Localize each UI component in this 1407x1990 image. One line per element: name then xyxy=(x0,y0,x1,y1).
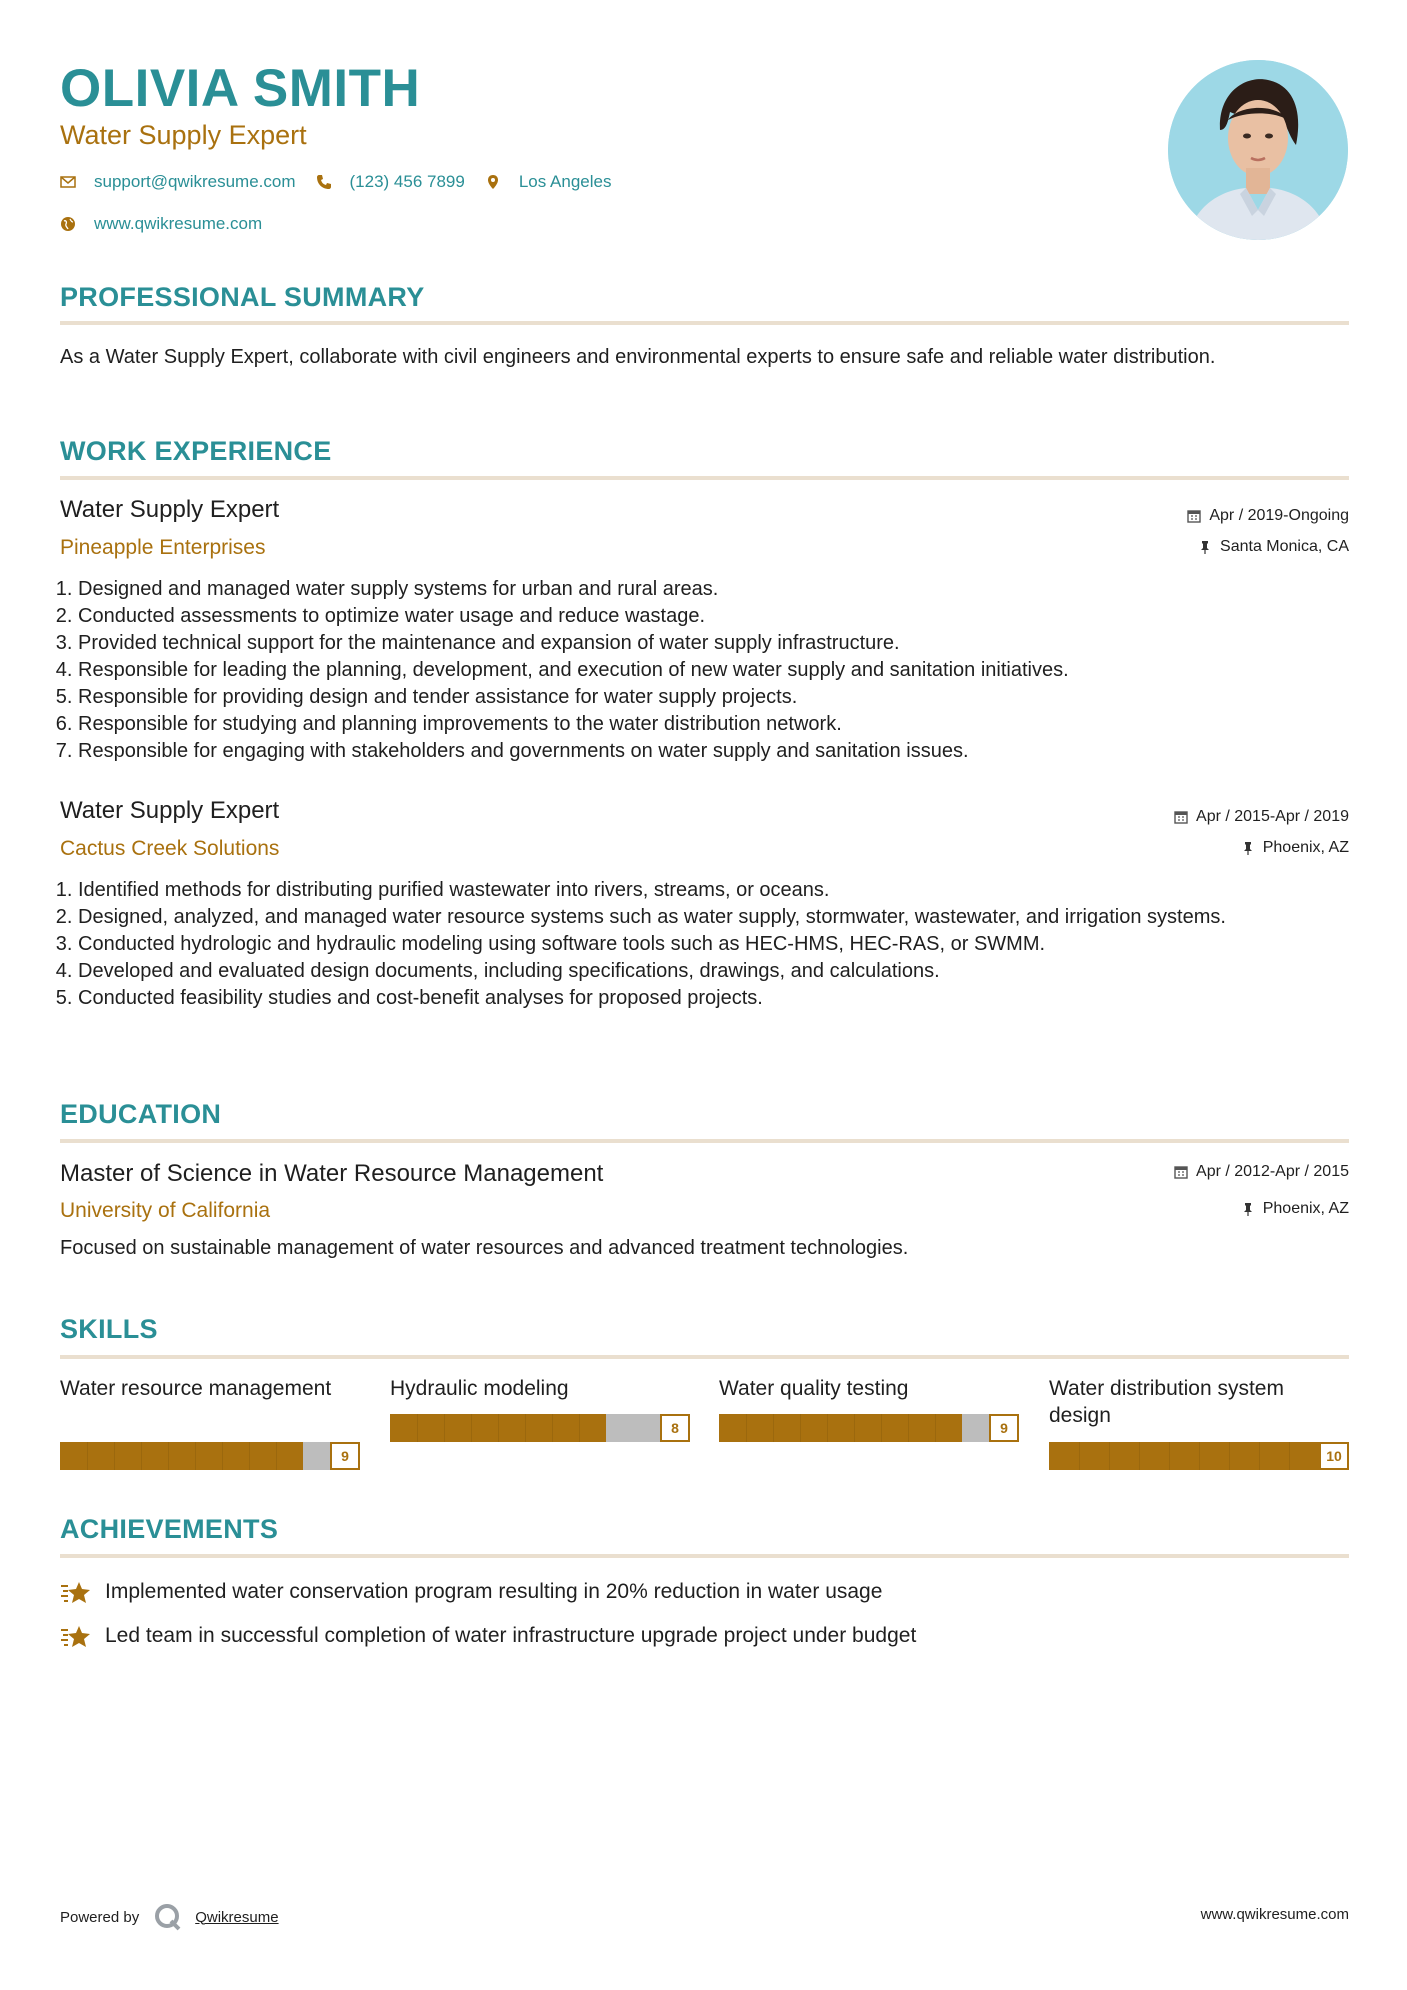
phone-text: (123) 456 7899 xyxy=(349,172,465,191)
skill-name: Water resource management xyxy=(60,1377,332,1400)
achievement-item xyxy=(60,1576,882,1608)
achievement-text: Implemented water conservation program resulting in 20% reduction in water usage xyxy=(105,1580,883,1603)
degree-title: Master of Science in Water Resource Management xyxy=(60,1160,604,1187)
skill-bar xyxy=(60,1442,360,1470)
skill-bar-segment xyxy=(1259,1442,1260,1470)
skill-bar-fill xyxy=(719,1414,962,1442)
summary-text: As a Water Supply Expert, collaborate with civil engineers and environmental experts to ensure safe and reliable water distribution. xyxy=(60,346,1216,368)
section-divider xyxy=(60,1355,1349,1359)
skill-bar-segment xyxy=(444,1414,445,1442)
qwikresume-logo-icon xyxy=(153,1902,183,1932)
shooting-star-icon xyxy=(60,1620,92,1652)
skill-bar-segment xyxy=(1139,1442,1140,1470)
skill-bar-segment xyxy=(471,1414,472,1442)
skill-bar-segment xyxy=(417,1414,418,1442)
skill-bar-segment xyxy=(1199,1442,1200,1470)
achievements-heading: ACHIEVEMENTS xyxy=(60,1514,279,1544)
list-item: 1. Designed and managed water supply systems for urban and rural areas. xyxy=(78,576,1348,603)
skill-item xyxy=(719,1375,1019,1436)
skill-bar-segment xyxy=(525,1414,526,1442)
skill-bar-segment xyxy=(1169,1442,1170,1470)
experience-heading: WORK EXPERIENCE xyxy=(60,436,332,466)
job-dates xyxy=(1174,808,1349,826)
skill-bar-segment xyxy=(1289,1442,1290,1470)
map-pin-icon xyxy=(485,174,501,190)
globe-icon xyxy=(60,216,76,232)
job-company: Cactus Creek Solutions xyxy=(60,837,280,860)
skill-bar-segment xyxy=(222,1442,223,1470)
skill-name: Water quality testing xyxy=(719,1377,909,1400)
skill-bar-segment xyxy=(276,1442,277,1470)
email-text: support@qwikresume.com xyxy=(94,172,296,191)
skill-item xyxy=(60,1375,360,1464)
contact-location xyxy=(485,172,612,192)
list-item: 3. Provided technical support for the maintenance and expansion of water supply infrastructure. xyxy=(78,630,1348,657)
job-company: Pineapple Enterprises xyxy=(60,536,266,559)
skill-score: 9 xyxy=(989,1414,1019,1442)
location-text: Los Angeles xyxy=(518,172,612,191)
contact-website[interactable] xyxy=(60,214,262,234)
education-location-text: Phoenix, AZ xyxy=(1262,1200,1349,1217)
job-location-text: Phoenix, AZ xyxy=(1262,839,1349,856)
summary-heading: PROFESSIONAL SUMMARY xyxy=(60,282,425,312)
list-item: 4. Responsible for leading the planning, development, and execution of new water supply and sanitation initiatives. xyxy=(78,657,1348,684)
skill-bar-segment xyxy=(935,1414,936,1442)
pin-icon xyxy=(1241,1202,1255,1216)
avatar-portrait xyxy=(1168,60,1348,240)
resume-page xyxy=(60,0,1349,1990)
list-item: 4. Developed and evaluated design documents, including specifications, drawings, and calculations. xyxy=(78,958,1348,985)
job-title: Water Supply Expert xyxy=(60,496,280,523)
skill-bar xyxy=(390,1414,690,1442)
skills-heading: SKILLS xyxy=(60,1314,158,1344)
education-heading: EDUCATION xyxy=(60,1099,222,1129)
candidate-title: Water Supply Expert xyxy=(60,120,307,150)
job-dates xyxy=(1187,507,1349,525)
job-dates-text: Apr / 2019-Ongoing xyxy=(1209,507,1349,524)
envelope-icon xyxy=(60,174,76,190)
skill-bar-segment xyxy=(87,1442,88,1470)
achievement-text: Led team in successful completion of water infrastructure upgrade project under budget xyxy=(105,1624,917,1647)
skill-score: 9 xyxy=(330,1442,360,1470)
job-bullets xyxy=(60,576,1348,765)
skill-bar-segment xyxy=(195,1442,196,1470)
job-location-text: Santa Monica, CA xyxy=(1220,538,1349,555)
skill-bar-segment xyxy=(908,1414,909,1442)
skill-bar-segment xyxy=(1229,1442,1230,1470)
job-location xyxy=(1241,839,1349,857)
brand-link[interactable]: Qwikresume xyxy=(195,1908,279,1926)
skill-bar xyxy=(719,1414,1019,1442)
list-item: 1. Identified methods for distributing purified wastewater into rivers, streams, or oceans. xyxy=(78,877,1348,904)
education-dates xyxy=(1174,1163,1349,1181)
list-item: 3. Conducted hydrologic and hydraulic modeling using software tools such as HEC-HMS, HEC-RAS, or SWMM. xyxy=(78,931,1348,958)
section-divider xyxy=(60,476,1349,480)
skill-bar-segment xyxy=(498,1414,499,1442)
skill-bar-segment xyxy=(168,1442,169,1470)
skill-bar-segment xyxy=(141,1442,142,1470)
skill-bar-segment xyxy=(1079,1442,1080,1470)
skill-bar-segment xyxy=(854,1414,855,1442)
pin-icon xyxy=(1198,540,1212,554)
list-item: 5. Conducted feasibility studies and cost-benefit analyses for proposed projects. xyxy=(78,985,1348,1012)
education-location xyxy=(1241,1200,1349,1218)
list-item: 5. Responsible for providing design and tender assistance for water supply projects. xyxy=(78,684,1348,711)
skill-bar-segment xyxy=(579,1414,580,1442)
skill-bar-segment xyxy=(827,1414,828,1442)
contact-email[interactable] xyxy=(60,172,296,192)
list-item: 2. Conducted assessments to optimize water usage and reduce wastage. xyxy=(78,603,1348,630)
achievement-item xyxy=(60,1620,916,1652)
footer-powered-by xyxy=(60,1902,279,1932)
school-name: University of California xyxy=(60,1199,271,1222)
contact-row-primary xyxy=(60,172,631,192)
job-title: Water Supply Expert xyxy=(60,797,280,824)
section-divider xyxy=(60,1554,1349,1558)
footer-website[interactable]: www.qwikresume.com xyxy=(1200,1906,1349,1923)
skill-name: Hydraulic modeling xyxy=(390,1377,569,1400)
job-dates-text: Apr / 2015-Apr / 2019 xyxy=(1196,808,1349,825)
section-divider xyxy=(60,321,1349,325)
job-location xyxy=(1198,538,1349,556)
calendar-icon xyxy=(1174,1165,1188,1179)
pin-icon xyxy=(1241,841,1255,855)
candidate-name: OLIVIA SMITH xyxy=(60,59,421,118)
section-divider xyxy=(60,1139,1349,1143)
skill-bar-segment xyxy=(773,1414,774,1442)
calendar-icon xyxy=(1187,509,1201,523)
skill-item xyxy=(390,1375,690,1436)
skill-score: 8 xyxy=(660,1414,690,1442)
skill-bar-fill xyxy=(60,1442,303,1470)
list-item: 6. Responsible for studying and planning improvements to the water distribution network. xyxy=(78,711,1348,738)
list-item: 7. Responsible for engaging with stakeholders and governments on water supply and sanitation issues. xyxy=(78,738,1348,765)
powered-by-label: Powered by xyxy=(60,1908,140,1926)
skill-score: 10 xyxy=(1319,1442,1349,1470)
skill-bar-segment xyxy=(746,1414,747,1442)
skill-bar-segment xyxy=(552,1414,553,1442)
shooting-star-icon xyxy=(60,1576,92,1608)
skill-bar-segment xyxy=(1109,1442,1110,1470)
skill-bar-segment xyxy=(800,1414,801,1442)
job-bullets xyxy=(60,877,1348,1012)
calendar-icon xyxy=(1174,810,1188,824)
education-description: Focused on sustainable management of water resources and advanced treatment technologies. xyxy=(60,1237,909,1259)
profile-photo xyxy=(1168,60,1348,240)
skill-bar-segment xyxy=(114,1442,115,1470)
skill-bar-segment xyxy=(249,1442,250,1470)
skill-bar xyxy=(1049,1442,1349,1470)
skill-name: Water distribution system design xyxy=(1049,1377,1284,1427)
website-text: www.qwikresume.com xyxy=(94,214,263,233)
contact-row-secondary xyxy=(60,214,282,234)
skill-bar-segment xyxy=(881,1414,882,1442)
skill-item xyxy=(1049,1375,1349,1464)
education-dates-text: Apr / 2012-Apr / 2015 xyxy=(1196,1163,1349,1180)
phone-icon xyxy=(316,174,332,190)
list-item: 2. Designed, analyzed, and managed water resource systems such as water supply, stormwater, wastewater, and irrigation systems. xyxy=(78,904,1348,931)
contact-phone[interactable] xyxy=(316,172,465,192)
